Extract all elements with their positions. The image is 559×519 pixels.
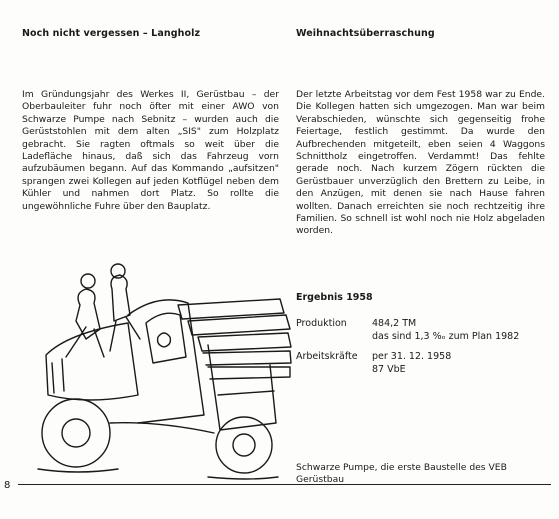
worker-figure <box>76 289 100 339</box>
workers-value: 87 VbE <box>372 364 406 375</box>
left-body: Im Gründungsjahr des Werkes II, Gerüstbau – der Oberbauleiter fuhr noch öfter mit einer AWO von Schwarze Pumpe nach Sebnitz – wurden auch die Gerüststohlen mit dem alten „SIS" zum Holzplatz gebracht. Sie ragten oftmals so weit über die Ladefläche hinaus, daß sich das Fahrzeug vorn aufzubäumen begann. Auf das Kommando „aufsitzen" sprangen zwei Kollegen auf jeden Kotflügel neben dem Kühler und nahmen dort Platz. So rollte die ungewöhnliche Fuhre über den Bauplatz. <box>22 89 279 212</box>
cab-window <box>146 313 186 363</box>
production-label: Produktion <box>296 318 347 329</box>
result-title: Ergebnis 1958 <box>296 292 373 303</box>
production-value: 484,2 TM <box>372 318 417 329</box>
workers-date: per 31. 12. 1958 <box>372 351 452 362</box>
truck-illustration <box>8 245 308 485</box>
bottom-rule <box>18 484 551 485</box>
rear-wheel <box>216 417 272 473</box>
lumber-plank <box>198 333 291 351</box>
workers-label: Arbeitskräfte <box>296 351 358 362</box>
illustration-caption: Schwarze Pumpe, die erste Baustelle des VEB Gerüstbau <box>296 462 507 486</box>
production-note: das sind 1,3 %ₒ zum Plan 1982 <box>372 331 520 342</box>
right-title: Weihnachtsüberraschung <box>296 28 435 39</box>
front-wheel <box>42 399 110 467</box>
worker-figure <box>111 275 130 321</box>
right-body: Der letzte Arbeitstag vor dem Fest 1958 war zu Ende. Die Kollegen hatten sich umgezogen. Man war beim Verabschieden, wünschte sich gegenseitig frohe Feiertage, festlich gestimmt. Da wurde den Aufbrechenden mitgeteilt, eben seien 4 Waggons Schnittholz eingetroffen. Verdammt! Das fehlte gerade noch. Nach kurzem Zögern rückten die Gerüstbauer unverzüglich den Brettern zu Leibe, in den Anzügen, mit denen sie nach Hause fahren wollten. Danach erreichten sie noch rechtzeitig ihre Familien. So schnell ist wohl noch nie Holz abgeladen worden. <box>296 89 545 237</box>
page-number: 8 <box>4 480 11 491</box>
left-title: Noch nicht vergessen – Langholz <box>22 28 201 39</box>
